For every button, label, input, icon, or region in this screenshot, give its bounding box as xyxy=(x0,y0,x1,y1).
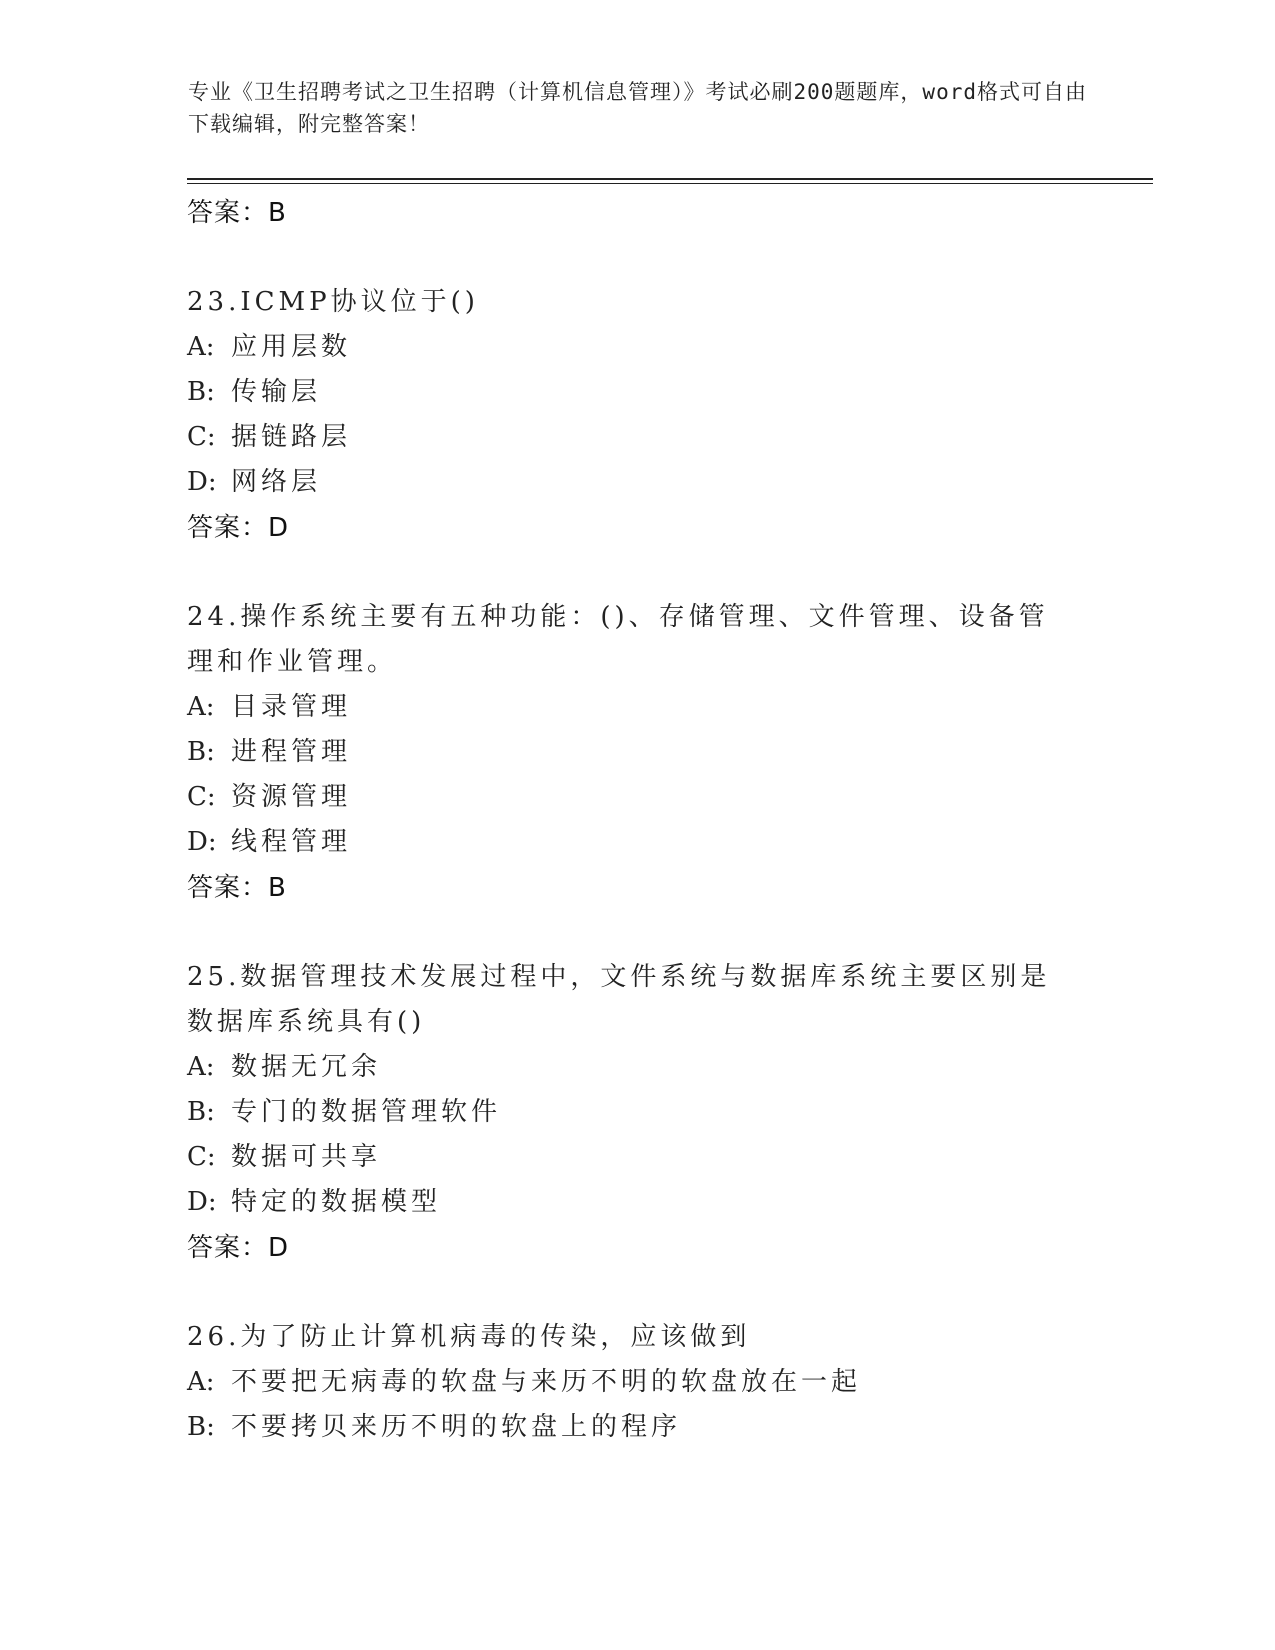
option-text: 目录管理 xyxy=(231,692,352,722)
option-letter: C: xyxy=(187,1142,216,1172)
option-letter: B: xyxy=(187,1412,215,1442)
option-text: 资源管理 xyxy=(231,782,352,812)
option-c xyxy=(187,1135,1087,1180)
option-text: 数据可共享 xyxy=(231,1142,382,1172)
option-text: 据链路层 xyxy=(231,422,352,452)
option-a xyxy=(187,1045,1087,1090)
question-stem: 23.ICMP协议位于() xyxy=(187,287,479,317)
option-a xyxy=(187,685,1087,730)
option-b xyxy=(187,730,1087,775)
question-list xyxy=(187,190,1087,1450)
option-b xyxy=(187,1405,1087,1450)
option-text: 不要拷贝来历不明的软盘上的程序 xyxy=(231,1412,682,1442)
option-c xyxy=(187,775,1087,820)
option-d xyxy=(187,460,1087,505)
question-item xyxy=(187,955,1087,1271)
answer-line: 答案：B xyxy=(187,198,287,228)
option-text: 应用层数 xyxy=(231,332,352,362)
question-item xyxy=(187,595,1087,911)
question-item xyxy=(187,280,1087,551)
option-letter: D: xyxy=(187,1187,217,1217)
option-letter: C: xyxy=(187,782,216,812)
option-letter: A: xyxy=(187,692,215,722)
option-letter: A: xyxy=(187,332,215,362)
option-letter: A: xyxy=(187,1367,215,1397)
answer-line: 答案：B xyxy=(187,873,287,903)
option-letter: B: xyxy=(187,377,215,407)
option-b xyxy=(187,1090,1087,1135)
option-text: 特定的数据模型 xyxy=(231,1187,442,1217)
question-item xyxy=(187,1315,1087,1450)
option-text: 专门的数据管理软件 xyxy=(231,1097,502,1127)
option-text: 网络层 xyxy=(231,467,322,497)
option-letter: B: xyxy=(187,1097,215,1127)
option-text: 进程管理 xyxy=(231,737,352,767)
option-letter: B: xyxy=(187,737,215,767)
answer-line: 答案：D xyxy=(187,513,290,543)
option-letter: D: xyxy=(187,467,217,497)
option-text: 传输层 xyxy=(231,377,322,407)
option-letter: A: xyxy=(187,1052,215,1082)
header-divider-thin xyxy=(187,183,1153,184)
question-stem: 26.为了防止计算机病毒的传染，应该做到 xyxy=(187,1322,751,1352)
answer-line: 答案：D xyxy=(187,1233,290,1263)
option-text: 线程管理 xyxy=(231,827,352,857)
option-d xyxy=(187,820,1087,865)
question-stem: 25.数据管理技术发展过程中，文件系统与数据库系统主要区别是数据库系统具有() xyxy=(187,962,1051,1037)
option-text: 不要把无病毒的软盘与来历不明的软盘放在一起 xyxy=(231,1367,862,1397)
option-text: 数据无冗余 xyxy=(231,1052,382,1082)
option-d xyxy=(187,1180,1087,1225)
option-letter: D: xyxy=(187,827,217,857)
option-b xyxy=(187,370,1087,415)
option-letter: C: xyxy=(187,422,216,452)
option-c xyxy=(187,415,1087,460)
header-divider xyxy=(187,178,1153,180)
option-a xyxy=(187,325,1087,370)
option-a xyxy=(187,1360,1087,1405)
question-stem: 24.操作系统主要有五种功能：()、存储管理、文件管理、设备管理和作业管理。 xyxy=(187,602,1049,677)
page-header: 专业《卫生招聘考试之卫生招聘（计算机信息管理）》考试必刷200题题库，word格式可自由下载编辑，附完整答案！ xyxy=(188,80,1087,136)
